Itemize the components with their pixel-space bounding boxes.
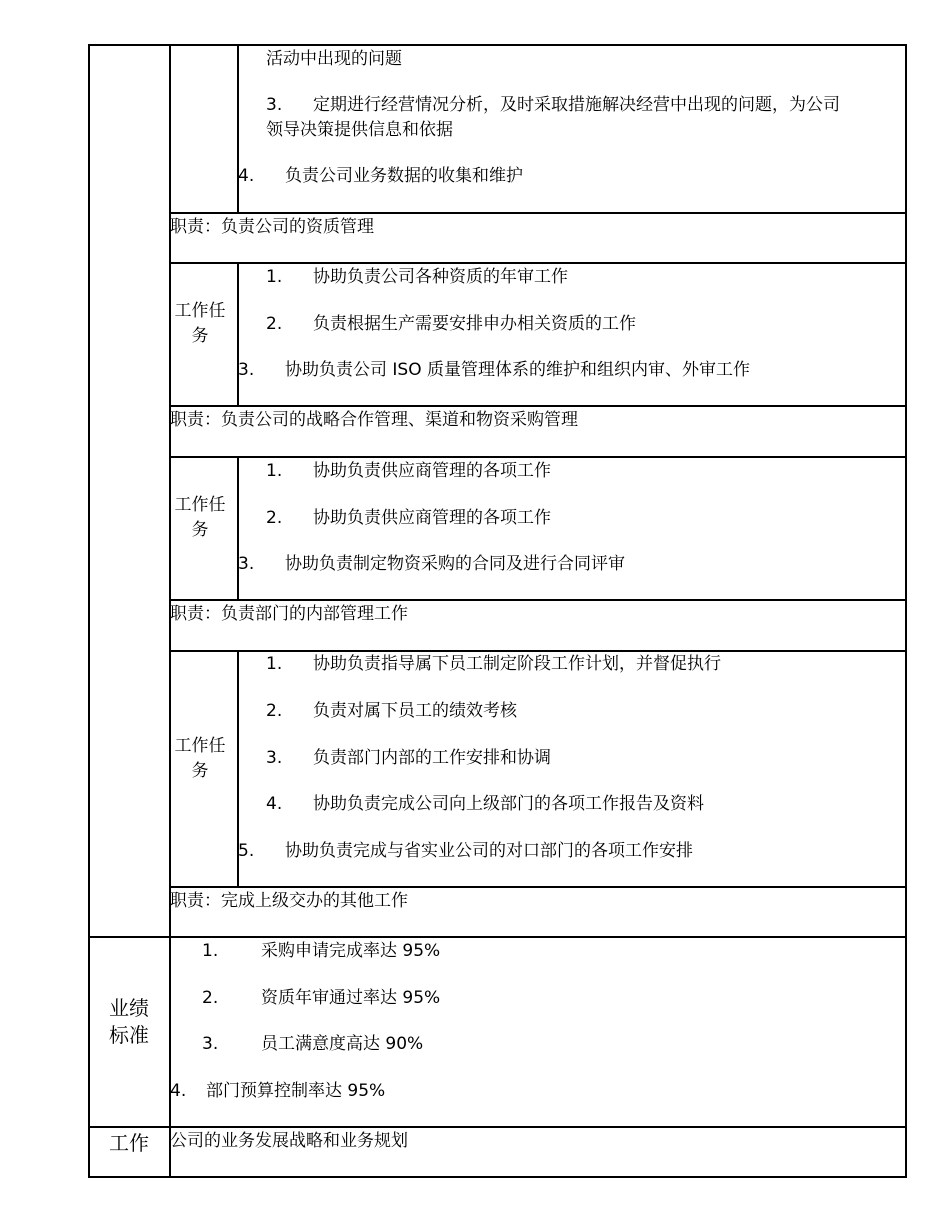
list-item: 领导决策提供信息和依据 bbox=[266, 120, 453, 140]
list-item: 2. 协助负责供应商管理的各项工作 bbox=[266, 508, 551, 528]
list-item: 活动中出现的问题 bbox=[266, 49, 402, 69]
row-divider bbox=[169, 262, 907, 264]
row-divider bbox=[88, 936, 907, 938]
row-divider bbox=[169, 599, 907, 601]
task-column-divider bbox=[237, 44, 239, 214]
table-top-border bbox=[88, 44, 907, 46]
list-item: 5. 协助负责完成与省实业公司的对口部门的各项工作安排 bbox=[238, 841, 693, 861]
list-item: 2. 负责根据生产需要安排申办相关资质的工作 bbox=[266, 314, 636, 334]
duty-text: 职责：完成上级交办的其他工作 bbox=[170, 891, 408, 911]
table-left-border bbox=[88, 44, 90, 1178]
list-item: 3. 协助负责制定物资采购的合同及进行合同评审 bbox=[238, 554, 625, 574]
list-item: 1. 协助负责供应商管理的各项工作 bbox=[266, 461, 551, 481]
task-label: 工作任务 bbox=[174, 736, 226, 781]
list-item: 2. 资质年审通过率达 95% bbox=[202, 988, 441, 1008]
list-item: 1. 协助负责指导属下员工制定阶段工作计划，并督促执行 bbox=[266, 654, 721, 674]
table-bottom-border bbox=[88, 1176, 907, 1178]
duty-text: 职责：负责公司的资质管理 bbox=[170, 217, 374, 237]
list-item: 3. 协助负责公司 ISO 质量管理体系的维护和组织内审、外审工作 bbox=[238, 360, 750, 380]
list-item: 4. 负责公司业务数据的收集和维护 bbox=[238, 166, 523, 186]
list-item: 1. 协助负责公司各种资质的年审工作 bbox=[266, 267, 568, 287]
task-label: 工作任务 bbox=[174, 495, 226, 540]
list-item: 1. 采购申请完成率达 95% bbox=[202, 941, 441, 961]
table-right-border bbox=[905, 44, 907, 1178]
list-item: 3. 负责部门内部的工作安排和协调 bbox=[266, 748, 551, 768]
row-divider bbox=[169, 456, 907, 458]
duty-text: 职责：负责部门的内部管理工作 bbox=[170, 604, 408, 624]
list-item: 4. 协助负责完成公司向上级部门的各项工作报告及资料 bbox=[266, 794, 704, 814]
row-text: 公司的业务发展战略和业务规划 bbox=[170, 1131, 408, 1151]
task-column-divider bbox=[237, 262, 239, 407]
performance-label: 业绩标准 bbox=[109, 996, 149, 1047]
list-item: 3. 员工满意度高达 90% bbox=[202, 1034, 424, 1054]
duty-text: 职责：负责公司的战略合作管理、渠道和物资采购管理 bbox=[170, 410, 578, 430]
row-label: 工作 bbox=[109, 1131, 149, 1155]
list-item: 3. 定期进行经营情况分析，及时采取措施解决经营中出现的问题，为公司 bbox=[266, 95, 840, 115]
row-divider bbox=[88, 1126, 907, 1128]
list-item: 2. 负责对属下员工的绩效考核 bbox=[266, 701, 517, 721]
task-label: 工作任务 bbox=[174, 301, 226, 346]
row-divider bbox=[169, 212, 907, 214]
row-divider bbox=[169, 405, 907, 407]
row-divider bbox=[169, 650, 907, 652]
list-item: 4. 部门预算控制率达 95% bbox=[170, 1081, 386, 1101]
row-divider bbox=[169, 886, 907, 888]
task-column-divider bbox=[237, 456, 239, 601]
